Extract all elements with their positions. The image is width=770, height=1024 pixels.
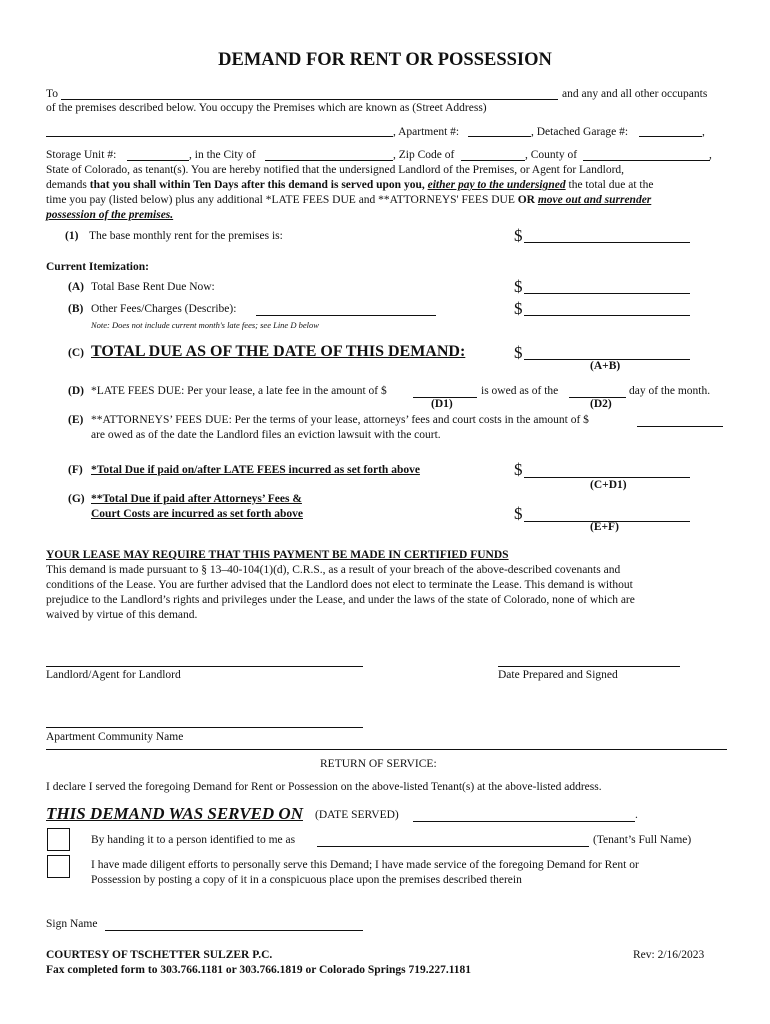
notice-line-4: possession of the premises.: [46, 209, 174, 221]
formula-a-plus-b: (A+B): [590, 360, 621, 372]
paragraph-line: waived by virtue of this demand.: [46, 609, 198, 621]
footer-revision: Rev: 2/16/2023: [633, 949, 705, 961]
notice-text: demands: [46, 179, 87, 191]
notice-or: OR: [517, 194, 535, 206]
notice-text: time you pay (listed below) plus any additional *LATE FEES DUE and **ATTORNEYS' FEES DUE: [46, 194, 515, 206]
to-label: To: [46, 88, 58, 100]
comma: ,: [709, 149, 712, 161]
divider: [46, 749, 727, 750]
item-e-label-2: are owed as of the date the Landlord files an eviction lawsuit with the court.: [91, 429, 441, 441]
zip-label: , Zip Code of: [393, 149, 455, 161]
dollar-sign: $: [514, 460, 523, 479]
page-title: DEMAND FOR RENT OR POSSESSION: [218, 50, 552, 70]
county-label: , County of: [525, 149, 578, 161]
paragraph-line: prejudice to the Landlord’s rights and privileges under the Lease, and under the laws of the state of Colorado, none of which are: [46, 594, 635, 606]
item-b-label: Other Fees/Charges (Describe):: [91, 303, 237, 315]
notice-line-1: State of Colorado, as tenant(s). You are hereby notified that the undersigned Landlord of the Premises, or Agent for Landlord,: [46, 164, 625, 176]
item-g-number: (G): [68, 493, 85, 505]
landlord-signature-field[interactable]: [46, 666, 363, 667]
item-e-label: **ATTORNEYS’ FEES DUE: Per the terms of your lease, attorneys’ fees and court costs in the amount of $: [91, 414, 589, 426]
current-itemization-heading: Current Itemization:: [46, 261, 149, 273]
handed-checkbox[interactable]: [47, 828, 70, 851]
total-due-late-fees-field[interactable]: [524, 477, 690, 478]
item-b-number: (B): [68, 303, 84, 315]
landlord-signature-label: Landlord/Agent for Landlord: [46, 669, 181, 681]
other-fees-amount-field[interactable]: [524, 315, 690, 316]
footer-courtesy: COURTESY OF TSCHETTER SULZER P.C.: [46, 949, 273, 961]
tenant-full-name-label: (Tenant’s Full Name): [593, 834, 692, 846]
city-field[interactable]: [265, 160, 393, 161]
apartment-field[interactable]: [468, 136, 531, 137]
date-served-field[interactable]: [413, 821, 635, 822]
other-fees-description-field[interactable]: [256, 315, 436, 316]
notice-line-2: [46, 179, 653, 191]
item-f-number: (F): [68, 464, 83, 476]
tenant-name-field[interactable]: [317, 846, 589, 847]
dollar-sign: $: [514, 504, 523, 523]
d2-label: (D2): [590, 398, 612, 410]
option-posted-text: I have made diligent efforts to personally serve this Demand; I have made service of the foregoing Demand for Rent or: [91, 859, 639, 871]
item-c-label: TOTAL DUE AS OF THE DATE OF THIS DEMAND:: [91, 343, 466, 360]
notice-pay: either pay to the undersigned: [427, 179, 566, 191]
dollar-sign: $: [514, 299, 523, 318]
dollar-sign: $: [514, 343, 523, 362]
option-posted-text-2: Possession by posting a copy of it in a conspicuous place upon the premises described therein: [91, 874, 522, 886]
footer-fax: Fax completed form to 303.766.1181 or 303.766.1819 or Colorado Springs 719.227.1181: [46, 964, 472, 976]
sign-name-label: Sign Name: [46, 918, 98, 930]
date-served-label: (DATE SERVED): [315, 809, 399, 821]
sign-name-field[interactable]: [105, 930, 363, 931]
county-field[interactable]: [583, 160, 710, 161]
base-rent-due-field[interactable]: [524, 293, 690, 294]
community-name-field[interactable]: [46, 727, 363, 728]
street-address-field[interactable]: [46, 136, 393, 137]
item-d-day-text: day of the month.: [629, 385, 711, 397]
item-g-label-2: Court Costs are incurred as set forth above: [91, 508, 303, 520]
notice-move-out: move out and surrender: [537, 194, 652, 206]
item-g-label: **Total Due if paid after Attorneys’ Fees &: [91, 493, 302, 505]
to-field[interactable]: [61, 99, 558, 100]
date-signed-label: Date Prepared and Signed: [498, 669, 618, 681]
paragraph-line: This demand is made pursuant to § 13–40-104(1)(d), C.R.S., as a result of your breach of the above-described covenants and: [46, 564, 621, 576]
item-f-label: *Total Due if paid on/after LATE FEES incurred as set forth above: [91, 464, 420, 476]
storage-label: Storage Unit #:: [46, 149, 117, 161]
formula-e-plus-f: (E+F): [590, 521, 619, 533]
served-heading: THIS DEMAND WAS SERVED ON: [46, 804, 303, 823]
item-1-label: The base monthly rent for the premises is:: [89, 230, 283, 242]
item-a-number: (A): [68, 281, 84, 293]
item-d-owed-text: is owed as of the: [481, 385, 559, 397]
formula-c-plus-d1: (C+D1): [590, 479, 627, 491]
attorney-fees-field[interactable]: [637, 426, 723, 427]
dollar-sign: $: [514, 277, 523, 296]
premises-text: of the premises described below. You occupy the Premises which are known as (Street Address): [46, 102, 487, 114]
period: .: [635, 809, 638, 821]
item-d-number: (D): [68, 385, 84, 397]
comma: ,: [702, 126, 705, 138]
notice-text: the total due at the: [568, 179, 654, 191]
community-name-label: Apartment Community Name: [46, 731, 184, 743]
dollar-sign: $: [514, 226, 523, 245]
base-rent-field[interactable]: [524, 242, 690, 243]
garage-field[interactable]: [639, 136, 702, 137]
return-of-service-heading: RETURN OF SERVICE:: [320, 758, 437, 770]
paragraph-line: conditions of the Lease. You are further advised that the Landlord does not elect to terminate the Lease. This demand is without: [46, 579, 633, 591]
item-a-label: Total Base Rent Due Now:: [91, 281, 215, 293]
garage-label: , Detached Garage #:: [531, 126, 629, 138]
certified-funds-heading: YOUR LEASE MAY REQUIRE THAT THIS PAYMENT BE MADE IN CERTIFIED FUNDS: [46, 549, 509, 561]
zip-field[interactable]: [461, 160, 525, 161]
item-1-number: (1): [65, 230, 79, 242]
city-label: , in the City of: [189, 149, 256, 161]
item-c-number: (C): [68, 347, 84, 359]
declare-text: I declare I served the foregoing Demand for Rent or Possession on the above-listed Tenant(s) at the above-listed address.: [46, 781, 602, 793]
notice-ten-days: that you shall within Ten Days after this demand is served upon you,: [89, 179, 425, 191]
note-text: Note: Does not include current month's late fees; see Line D below: [91, 320, 319, 330]
item-e-number: (E): [68, 414, 84, 426]
item-d-label: *LATE FEES DUE: Per your lease, a late fee in the amount of $: [91, 385, 387, 397]
date-signed-field[interactable]: [498, 666, 680, 667]
apartment-label: , Apartment #:: [393, 126, 460, 138]
option-handed-text: By handing it to a person identified to me as: [91, 834, 296, 846]
notice-line-3: [46, 194, 651, 206]
d1-label: (D1): [431, 398, 453, 410]
to-tail: and any and all other occupants: [562, 88, 708, 100]
storage-field[interactable]: [127, 160, 189, 161]
posted-checkbox[interactable]: [47, 855, 70, 878]
